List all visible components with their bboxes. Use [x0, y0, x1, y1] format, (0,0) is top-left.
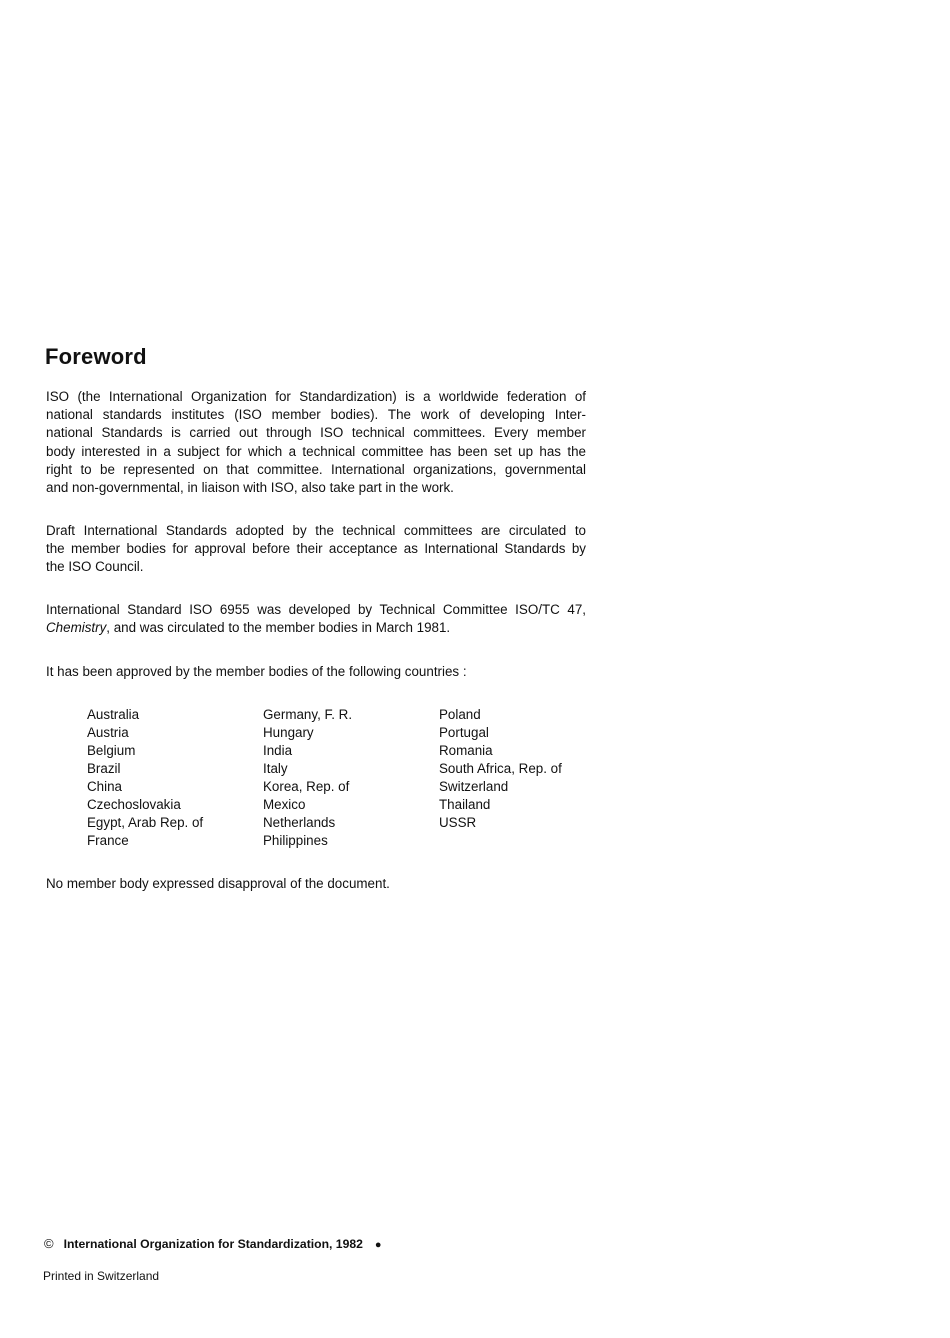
country-item: USSR — [439, 815, 477, 830]
country-column-2 — [263, 706, 352, 850]
paragraph-line: national standards institutes (ISO member bodies). The work of developing Inter- — [46, 407, 586, 423]
country-item: Mexico — [263, 797, 306, 812]
committee-name-italic: Chemistry — [46, 620, 107, 636]
paragraph-line: the ISO Council. — [46, 559, 144, 575]
country-item: China — [87, 779, 122, 794]
country-item: Czechoslovakia — [87, 797, 181, 812]
paragraph-standard-origin — [46, 601, 586, 637]
country-item: Australia — [87, 707, 140, 722]
country-item: Switzerland — [439, 779, 509, 794]
paragraph-line: body interested in a subject for which a technical committee has been set up has the — [46, 443, 586, 459]
paragraph-draft-standards — [46, 522, 586, 577]
country-item: Brazil — [87, 761, 121, 776]
country-item: Italy — [263, 761, 288, 776]
paragraph-no-disapproval: No member body expressed disapproval of the document. — [46, 876, 390, 891]
country-item: India — [263, 743, 293, 758]
country-item: South Africa, Rep. of — [439, 761, 562, 776]
printed-in-notice: Printed in Switzerland — [43, 1269, 160, 1283]
paragraph-approval-intro: It has been approved by the member bodies of the following countries : — [46, 664, 467, 679]
paragraph-line: national Standards is carried out through ISO technical committees. Every member — [46, 425, 586, 441]
paragraph-line: right to be represented on that committee. International organizations, governmental — [46, 461, 586, 477]
country-item: Thailand — [439, 797, 491, 812]
paragraph-line: and non-governmental, in liaison with ISO, also take part in the work. — [46, 480, 454, 496]
bullet-icon: ● — [374, 1239, 382, 1251]
copyright-symbol: © — [44, 1236, 54, 1251]
page-title: Foreword — [45, 344, 147, 369]
country-item: Netherlands — [263, 815, 336, 830]
paragraph-line: ISO (the International Organization for Standardization) is a worldwide federation of — [46, 389, 586, 404]
copyright-notice — [44, 1236, 382, 1251]
country-item: Germany, F. R. — [263, 707, 353, 722]
paragraph-line: International Standard ISO 6955 was developed by Technical Committee ISO/TC 47, — [46, 602, 586, 617]
country-item: Belgium — [87, 743, 136, 758]
copyright-text: International Organization for Standardization, 1982 — [63, 1237, 363, 1251]
country-column-3 — [439, 706, 562, 832]
paragraph-line-rest: , and was circulated to the member bodies in March 1981. — [106, 620, 451, 636]
country-item: Romania — [439, 743, 493, 758]
country-item: Poland — [439, 707, 481, 722]
country-item: France — [87, 833, 129, 848]
country-item: Hungary — [263, 725, 314, 740]
country-column-1 — [87, 706, 203, 850]
country-item: Korea, Rep. of — [263, 779, 350, 794]
country-item: Philippines — [263, 833, 328, 848]
paragraph-line: Draft International Standards adopted by the technical committees are circulated to — [46, 523, 586, 538]
paragraph-line: the member bodies for approval before their acceptance as International Standards by — [46, 541, 586, 557]
country-item: Austria — [87, 725, 129, 740]
paragraph-line — [46, 619, 586, 637]
paragraph-iso-description — [46, 388, 586, 497]
country-item: Portugal — [439, 725, 489, 740]
country-item: Egypt, Arab Rep. of — [87, 815, 204, 830]
